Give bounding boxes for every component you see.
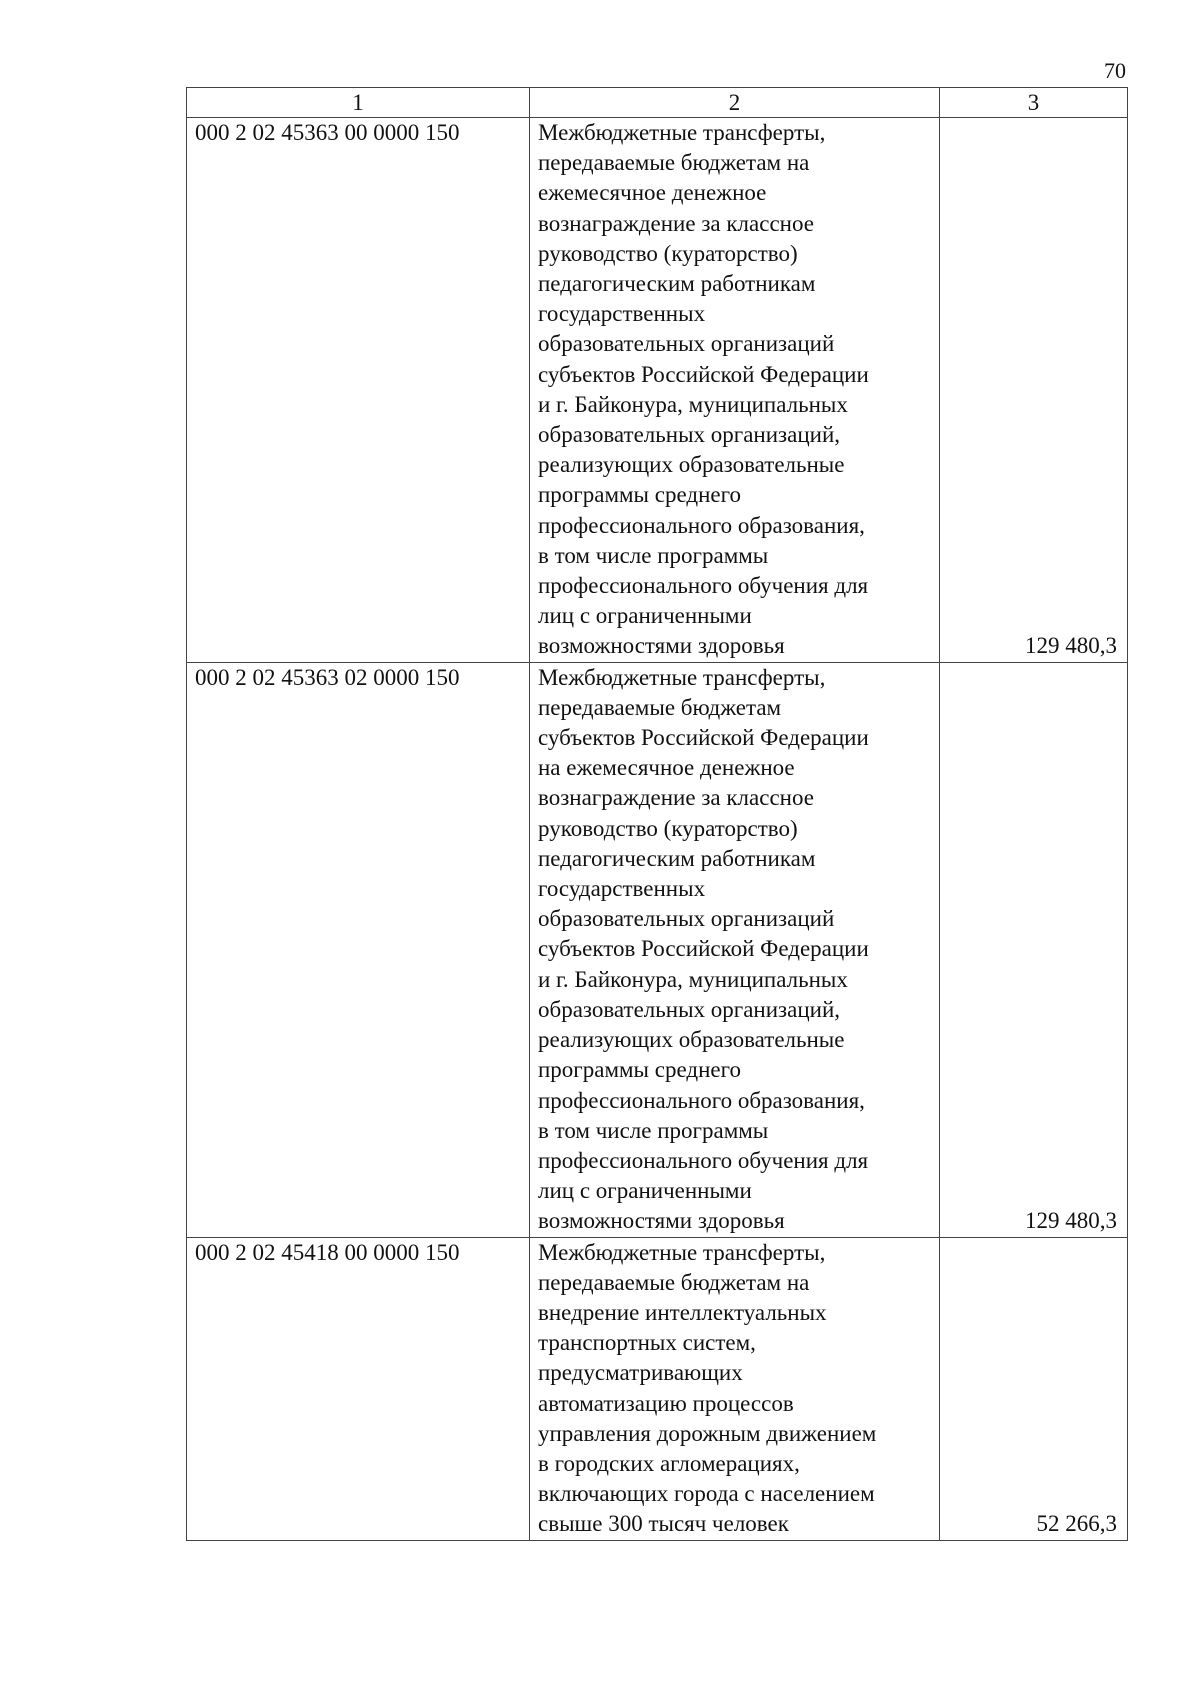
- description-line: в том числе программы: [538, 1117, 769, 1143]
- description-line: реализующих образовательные: [538, 452, 845, 478]
- amount-cell: 129 480,3: [940, 118, 1128, 663]
- description-line: внедрение интеллектуальных: [538, 1299, 827, 1325]
- description-cell: [530, 662, 940, 1237]
- table-body: [187, 118, 1128, 1541]
- description-line: свыше 300 тысяч человек: [538, 1511, 789, 1537]
- description-line: государственных: [538, 876, 706, 902]
- description-line: передаваемые бюджетам на: [538, 1269, 810, 1295]
- table-row: [187, 1237, 1128, 1540]
- description-line: профессионального обучения для: [538, 1147, 869, 1173]
- description-line: транспортных систем,: [538, 1330, 756, 1356]
- description-line: педагогическим работникам: [538, 271, 816, 297]
- amount-cell: 52 266,3: [940, 1237, 1128, 1540]
- description-line: в городских агломерациях,: [538, 1450, 800, 1476]
- description-line: передаваемые бюджетам на: [538, 150, 810, 176]
- description-line: реализующих образовательные: [538, 1027, 845, 1053]
- amount-cell: 129 480,3: [940, 662, 1128, 1237]
- column-header-1: 1: [187, 88, 530, 118]
- table-row: [187, 662, 1128, 1237]
- description-line: образовательных организаций: [538, 906, 835, 932]
- description-line: руководство (кураторство): [538, 815, 798, 841]
- description-line: автоматизацию процессов: [538, 1390, 794, 1416]
- description-line: программы среднего: [538, 1057, 741, 1083]
- description-line: образовательных организаций: [538, 331, 835, 357]
- description-line: профессионального образования,: [538, 1087, 865, 1113]
- description-line: профессионального обучения для: [538, 573, 869, 599]
- description-line: субъектов Российской Федерации: [538, 361, 869, 387]
- budget-code-cell: 000 2 02 45363 00 0000 150: [187, 118, 530, 663]
- description-line: программы среднего: [538, 482, 741, 508]
- description-line: в том числе программы: [538, 542, 769, 568]
- description-line: и г. Байконура, муниципальных: [538, 391, 848, 417]
- description-line: образовательных организаций,: [538, 996, 840, 1022]
- description-line: педагогическим работникам: [538, 845, 816, 871]
- description-line: субъектов Российской Федерации: [538, 936, 869, 962]
- description-cell: [530, 118, 940, 663]
- description-line: вознаграждение за классное: [538, 210, 814, 236]
- description-line: возможностями здоровья: [538, 1208, 785, 1234]
- page-number: 70: [1104, 58, 1126, 83]
- description-line: и г. Байконура, муниципальных: [538, 966, 848, 992]
- description-line: управления дорожным движением: [538, 1420, 877, 1446]
- description-line: возможностями здоровья: [538, 633, 785, 659]
- column-header-2: 2: [530, 88, 940, 118]
- description-line: Межбюджетные трансферты,: [538, 664, 826, 690]
- description-line: Межбюджетные трансферты,: [538, 1239, 826, 1265]
- budget-code-cell: 000 2 02 45363 02 0000 150: [187, 662, 530, 1237]
- description-line: лиц с ограниченными: [538, 603, 752, 629]
- description-line: на ежемесячное денежное: [538, 755, 795, 781]
- description-line: субъектов Российской Федерации: [538, 725, 869, 751]
- description-line: лиц с ограниченными: [538, 1178, 752, 1204]
- description-line: ежемесячное денежное: [538, 180, 767, 206]
- description-cell: [530, 1237, 940, 1540]
- header-row: [187, 88, 1128, 118]
- description-line: передаваемые бюджетам: [538, 694, 782, 720]
- description-line: включающих города с населением: [538, 1481, 875, 1507]
- description-line: профессионального образования,: [538, 512, 865, 538]
- column-header-3: 3: [940, 88, 1128, 118]
- table-header: [187, 88, 1128, 118]
- description-line: предусматривающих: [538, 1360, 743, 1386]
- table-row: [187, 118, 1128, 663]
- description-line: образовательных организаций,: [538, 422, 840, 448]
- description-line: Межбюджетные трансферты,: [538, 120, 826, 145]
- description-line: руководство (кураторство): [538, 240, 798, 266]
- description-line: государственных: [538, 301, 706, 327]
- description-line: вознаграждение за классное: [538, 785, 814, 811]
- budget-table: [186, 87, 1128, 1541]
- budget-code-cell: 000 2 02 45418 00 0000 150: [187, 1237, 530, 1540]
